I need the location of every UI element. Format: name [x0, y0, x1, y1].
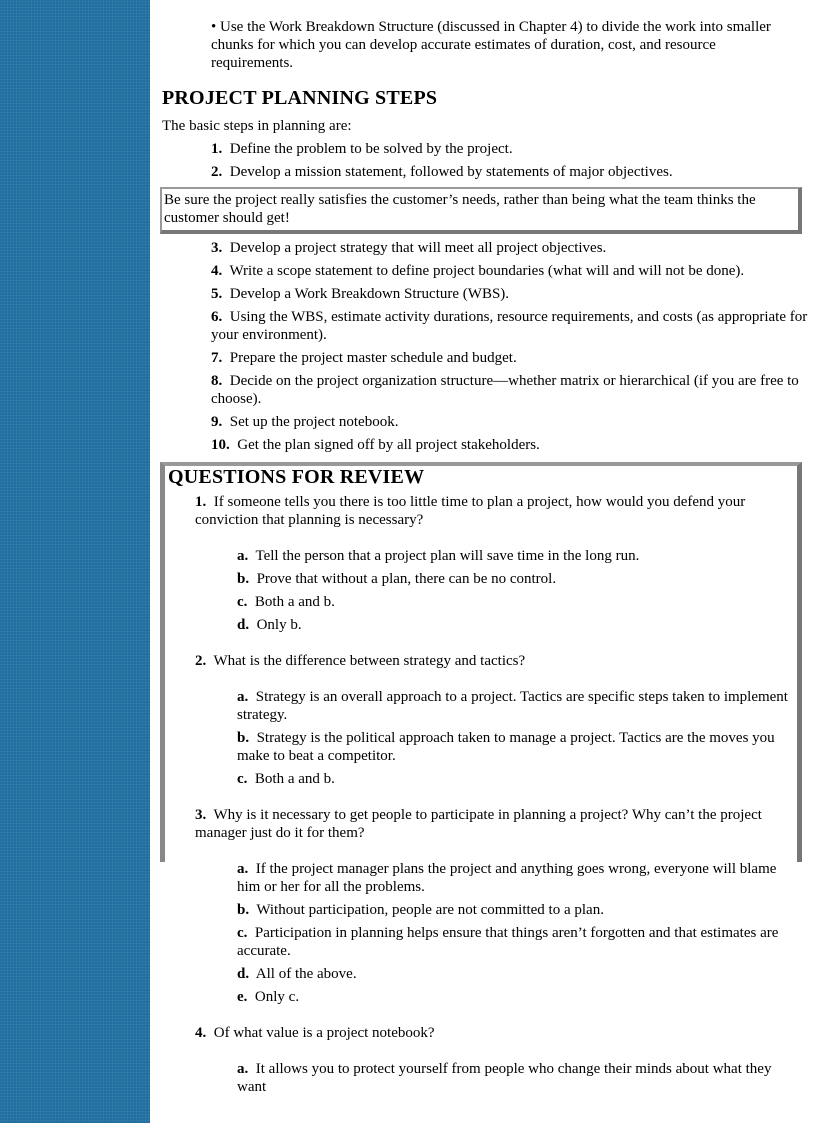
- answer-letter: c.: [237, 594, 248, 610]
- step-text: Prepare the project master schedule and budget.: [229, 350, 517, 366]
- question-item: [195, 806, 793, 842]
- answer-text: Tell the person that a project plan will save time in the long run.: [255, 548, 640, 564]
- answer-letter: a.: [237, 548, 249, 564]
- step-number: 1.: [211, 141, 223, 157]
- step-number: 8.: [211, 373, 223, 389]
- answer-text: All of the above.: [255, 966, 357, 982]
- step-item: [211, 349, 808, 367]
- step-number: 7.: [211, 350, 223, 366]
- step-text: Decide on the project organization structure—whether matrix or hierarchical (if you are free to choose).: [211, 373, 799, 407]
- answer-option: [237, 729, 795, 765]
- answer-text: Only b.: [256, 617, 302, 633]
- step-text: Get the plan signed off by all project stakeholders.: [237, 437, 540, 453]
- question-item: [195, 652, 793, 670]
- answer-list: [168, 860, 797, 1006]
- question-number: 2.: [195, 653, 207, 669]
- answer-option: [237, 924, 795, 960]
- question-number: 3.: [195, 807, 207, 823]
- review-title: QUESTIONS FOR REVIEW: [168, 466, 425, 488]
- answer-option: [237, 616, 795, 634]
- step-item: [211, 372, 808, 408]
- answer-option: [237, 770, 795, 788]
- step-text: Using the WBS, estimate activity durations, resource requirements, and costs (as appropriate for your environment).: [211, 309, 808, 343]
- answer-option: [237, 988, 795, 1006]
- answer-letter: d.: [237, 617, 250, 633]
- answer-text: Strategy is an overall approach to a project. Tactics are specific steps taken to implement strategy.: [237, 689, 788, 723]
- answer-letter: c.: [237, 925, 248, 941]
- question-text: What is the difference between strategy and tactics?: [213, 653, 526, 669]
- answer-letter: a.: [237, 1061, 249, 1077]
- answer-text: Without participation, people are not committed to a plan.: [256, 902, 604, 918]
- answer-letter: a.: [237, 861, 249, 877]
- step-number: 5.: [211, 286, 223, 302]
- step-text: Write a scope statement to define project boundaries (what will and will not be done).: [229, 263, 745, 279]
- answer-letter: b.: [237, 571, 250, 587]
- step-number: 10.: [211, 437, 230, 453]
- answer-letter: c.: [237, 771, 248, 787]
- answer-letter: a.: [237, 689, 249, 705]
- question-text: If someone tells you there is too little time to plan a project, how would you defend your conviction that planning is necessary?: [195, 494, 746, 528]
- answer-option: [237, 860, 795, 896]
- answer-text: Prove that without a plan, there can be no control.: [256, 571, 557, 587]
- section-intro: The basic steps in planning are:: [162, 118, 352, 134]
- decorative-sidebar: [0, 0, 150, 1123]
- answer-option: [237, 901, 795, 919]
- steps-list-b: [162, 239, 808, 454]
- answer-option: [237, 1060, 795, 1096]
- answer-option: [237, 688, 795, 724]
- step-text: Develop a mission statement, followed by statements of major objectives.: [229, 164, 673, 180]
- intro-bullet: [211, 18, 800, 72]
- question-text: Why is it necessary to get people to participate in planning a project? Why can’t the project manager just do it for them?: [195, 807, 762, 841]
- question-item: [195, 493, 793, 529]
- step-item: [211, 140, 808, 158]
- step-number: 4.: [211, 263, 223, 279]
- step-item: [211, 239, 808, 257]
- answer-list: [168, 1060, 797, 1096]
- step-item: [211, 262, 808, 280]
- callout-box: [160, 187, 802, 234]
- step-item: [211, 436, 808, 454]
- step-text: Define the problem to be solved by the project.: [229, 141, 513, 157]
- question-number: 4.: [195, 1025, 207, 1041]
- answer-option: [237, 547, 795, 565]
- step-text: Develop a project strategy that will meet all project objectives.: [229, 240, 607, 256]
- bullet-text: Use the Work Breakdown Structure (discussed in Chapter 4) to divide the work into smaller chunks for which you can develop accurate estimates of duration, cost, and resource requirements.: [211, 19, 771, 71]
- answer-option: [237, 965, 795, 983]
- answer-letter: b.: [237, 730, 250, 746]
- answer-text: Strategy is the political approach taken to manage a project. Tactics are the moves you make to beat a competitor.: [237, 730, 775, 764]
- question-item: [195, 1024, 793, 1042]
- step-number: 9.: [211, 414, 223, 430]
- step-text: Develop a Work Breakdown Structure (WBS).: [229, 286, 510, 302]
- answer-letter: d.: [237, 966, 250, 982]
- question-text: Of what value is a project notebook?: [213, 1025, 435, 1041]
- step-text: Set up the project notebook.: [229, 414, 399, 430]
- answer-letter: b.: [237, 902, 250, 918]
- answer-list: [168, 688, 797, 788]
- step-item: [211, 308, 808, 344]
- section-title: PROJECT PLANNING STEPS: [162, 87, 438, 109]
- review-questions-box: [160, 462, 802, 1095]
- questions-list: [168, 493, 797, 1096]
- step-item: [211, 285, 808, 303]
- bullet-marker: •: [211, 19, 217, 35]
- answer-option: [237, 593, 795, 611]
- answer-text: It allows you to protect yourself from people who change their minds about what they want: [237, 1061, 772, 1095]
- answer-text: Both a and b.: [254, 771, 335, 787]
- answer-text: Both a and b.: [254, 594, 335, 610]
- steps-list-a: [162, 140, 808, 181]
- answer-option: [237, 570, 795, 588]
- step-number: 6.: [211, 309, 223, 325]
- answer-text: If the project manager plans the project and anything goes wrong, everyone will blame him or her for all the problems.: [237, 861, 777, 895]
- step-item: [211, 413, 808, 431]
- answer-list: [168, 547, 797, 634]
- callout-text: Be sure the project really satisfies the customer’s needs, rather than being what the team thinks the customer should get!: [164, 192, 756, 226]
- step-item: [211, 163, 808, 181]
- question-number: 1.: [195, 494, 207, 510]
- answer-text: Participation in planning helps ensure that things aren’t forgotten and that estimates are accurate.: [237, 925, 779, 959]
- page-content: [162, 18, 808, 1095]
- step-number: 2.: [211, 164, 223, 180]
- step-number: 3.: [211, 240, 223, 256]
- answer-letter: e.: [237, 989, 248, 1005]
- answer-text: Only c.: [254, 989, 300, 1005]
